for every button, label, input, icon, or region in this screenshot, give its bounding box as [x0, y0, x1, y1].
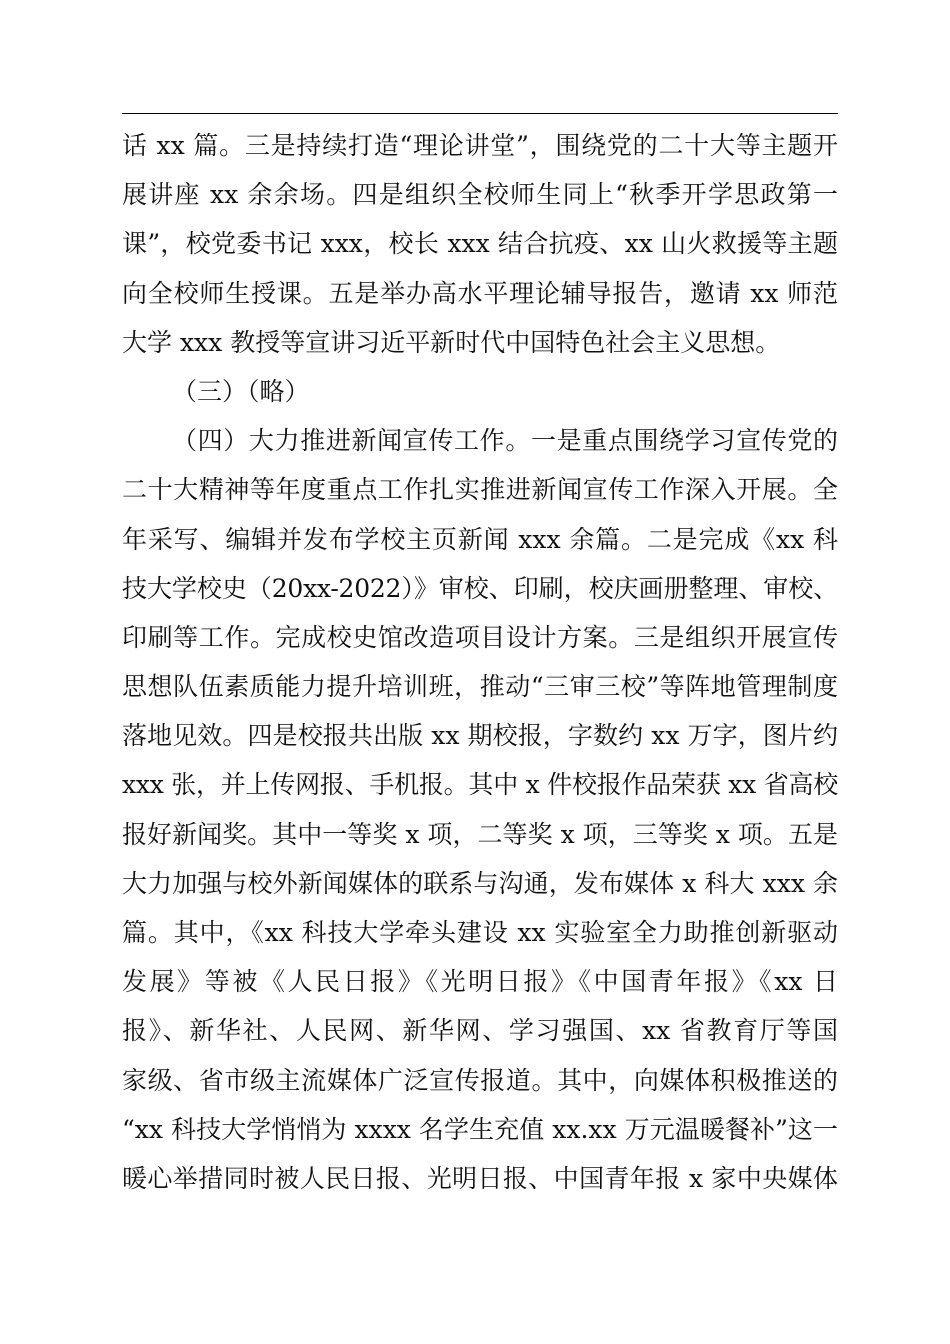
text-line: 技大学校史（20xx-2022）》审校、印刷，校庆画册整理、审校、	[122, 573, 838, 603]
text-line: 发展》等被《人民日报》《光明日报》《中国青年报》《xx 日	[122, 967, 838, 997]
text-line: （四）大力推进新闻宣传工作。一是重点围绕学习宣传党的	[172, 426, 838, 456]
text-line: 印刷等工作。完成校史馆改造项目设计方案。三是组织开展宣传	[122, 622, 838, 652]
text-line: 暖心举措同时被人民日报、光明日报、中国青年报 x 家中央媒体	[122, 1163, 838, 1193]
text-line: 大学 xxx 教授等宣讲习近平新时代中国特色社会主义思想。	[122, 327, 781, 357]
document-body	[122, 121, 838, 1203]
text-line: “xx 科技大学悄悄为 xxxx 名学生充值 xx.xx 万元温暖餐补”这一	[122, 1114, 838, 1144]
text-line: 思想队伍素质能力提升培训班，推动“三审三校”等阵地管理制度	[122, 672, 838, 702]
text-line: 篇。其中，《xx 科技大学牵头建设 xx 实验室全力助推创新驱动	[122, 918, 838, 947]
text-line: 年采写、编辑并发布学校主页新闻 xxx 余篇。二是完成《xx 科	[122, 524, 838, 554]
header-rule	[122, 113, 838, 114]
text-line: 话 xx 篇。三是持续打造“理论讲堂”，围绕党的二十大等主题开	[122, 131, 838, 160]
text-line: （三）（略）	[172, 376, 310, 406]
paragraph-continued	[122, 121, 838, 367]
text-line: 向全校师生授课。五是举办高水平理论辅导报告，邀请 xx 师范	[122, 278, 838, 308]
text-line: 课”，校党委书记 xxx，校长 xxx 结合抗疫、xx 山火救援等主题	[122, 229, 838, 259]
section-heading-three	[122, 367, 838, 416]
text-line: 报好新闻奖。其中一等奖 x 项，二等奖 x 项，三等奖 x 项。五是	[122, 819, 838, 849]
text-line: 家级、省市级主流媒体广泛宣传报道。其中，向媒体积极推送的	[122, 1065, 838, 1095]
text-line: 报》、新华社、人民网、新华网、学习强国、xx 省教育厅等国	[122, 1016, 838, 1046]
text-line: xxx 张，并上传网报、手机报。其中 x 件校报作品荣获 xx 省高校	[122, 770, 838, 800]
text-line: 大力加强与校外新闻媒体的联系与沟通，发布媒体 x 科大 xxx 余	[122, 868, 838, 898]
text-line: 落地见效。四是校报共出版 xx 期校报，字数约 xx 万字，图片约	[122, 721, 838, 751]
paragraph-section-four	[122, 416, 838, 1203]
text-line: 展讲座 xx 余余场。四是组织全校师生同上“秋季开学思政第一	[122, 180, 838, 210]
text-line: 二十大精神等年度重点工作扎实推进新闻宣传工作深入开展。全	[122, 475, 838, 505]
